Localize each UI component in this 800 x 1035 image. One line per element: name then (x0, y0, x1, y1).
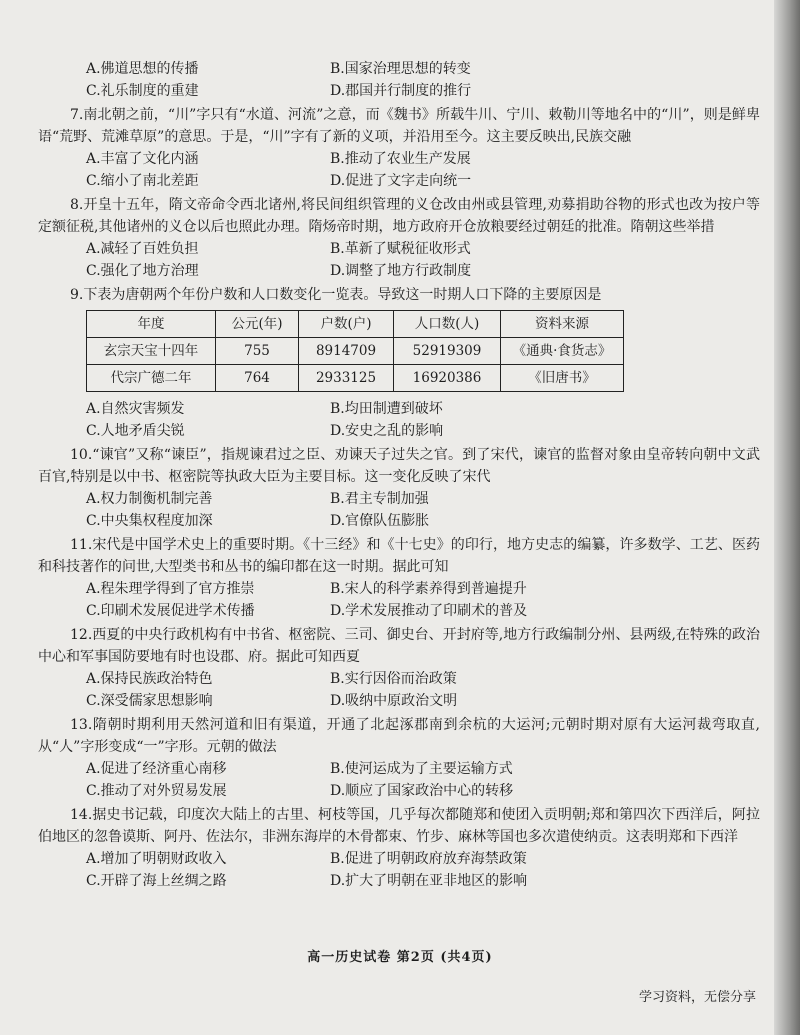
q13-option-b[interactable]: B.使河运成为了主要运输方式 (330, 761, 513, 777)
q6-option-c[interactable]: C.礼乐制度的重建 (86, 83, 199, 99)
q8-options-row-1 (38, 238, 760, 260)
table-cell: 755 (216, 338, 299, 365)
question-11 (38, 534, 760, 578)
q10-option-a[interactable]: A.权力制衡机制完善 (86, 491, 213, 507)
q14-option-c[interactable]: C.开辟了海上丝绸之路 (86, 873, 227, 889)
q14-options-row-1 (38, 848, 760, 870)
q12-option-b[interactable]: B.实行因俗而治政策 (330, 671, 457, 687)
question-13 (38, 714, 760, 758)
scan-edge-shadow (774, 0, 800, 1035)
q13-options-row-1 (38, 758, 760, 780)
q11-stem: 11.宋代是中国学术史上的重要时期。《十三经》和《十七史》的印行，地方史志的编纂，许多数学、工艺、医药和科技著作的问世,大型类书和丛书的编印都在这一时期。据此可知 (38, 537, 760, 575)
q7-options-row-2 (38, 170, 760, 192)
q9-option-b[interactable]: B.均田制遭到破坏 (330, 401, 443, 417)
table-header-row (87, 311, 624, 338)
watermark-text: 学习资料，无偿分享 (638, 990, 756, 1005)
q8-option-b[interactable]: B.革新了赋税征收形式 (330, 241, 471, 257)
question-8 (38, 194, 760, 238)
q6-options-row-1 (38, 58, 760, 80)
table-header-cell: 户数(户) (299, 311, 394, 338)
q7-option-d[interactable]: D.促进了文字走向统一 (330, 173, 472, 189)
q13-option-d[interactable]: D.顺应了国家政治中心的转移 (330, 783, 514, 799)
q10-options-row-2 (38, 510, 760, 532)
q10-options-row-1 (38, 488, 760, 510)
q14-options-row-2 (38, 870, 760, 892)
table-cell: 代宗广德二年 (87, 365, 216, 392)
q14-stem: 14.据史书记载，印度次大陆上的古里、柯枝等国，几乎每次都随郑和使团入贡明朝;郑和第四次下西洋后，阿拉伯地区的忽鲁谟斯、阿丹、佐法尔，非洲东海岸的木骨都束、竹步、麻林等国也多次遣使纳贡。这表明郑和下西洋 (38, 807, 760, 845)
q14-option-d[interactable]: D.扩大了明朝在亚非地区的影响 (330, 873, 528, 889)
table-header-cell: 公元(年) (216, 311, 299, 338)
q14-option-a[interactable]: A.增加了明朝财政收入 (86, 851, 227, 867)
question-7 (38, 104, 760, 148)
q11-options-row-2 (38, 600, 760, 622)
page-content (38, 58, 760, 892)
q6-options-row-2 (38, 80, 760, 102)
q12-options-row-2 (38, 690, 760, 712)
q8-options-row-2 (38, 260, 760, 282)
q11-option-b[interactable]: B.宋人的科学素养得到普遍提升 (330, 581, 527, 597)
table-header-cell: 年度 (87, 311, 216, 338)
question-9 (38, 284, 760, 306)
table-header-cell: 资料来源 (501, 311, 624, 338)
table-cell: 764 (216, 365, 299, 392)
q7-option-b[interactable]: B.推动了农业生产发展 (330, 151, 471, 167)
q13-options-row-2 (38, 780, 760, 802)
q14-option-b[interactable]: B.促进了明朝政府放弃海禁政策 (330, 851, 527, 867)
q6-option-a[interactable]: A.佛道思想的传播 (86, 61, 199, 77)
table-cell: 《通典·食货志》 (501, 338, 624, 365)
q13-stem: 13.隋朝时期利用天然河道和旧有渠道，开通了北起涿郡南到余杭的大运河;元朝时期对原有大运河裁弯取直,从“人”字形变成“一”字形。元朝的做法 (38, 717, 760, 755)
q12-options-row-1 (38, 668, 760, 690)
q7-options-row-1 (38, 148, 760, 170)
page-footer: 高一历史试卷 第2页 (共4页) (307, 950, 493, 965)
question-14 (38, 804, 760, 848)
q12-option-a[interactable]: A.保持民族政治特色 (86, 671, 213, 687)
q8-option-c[interactable]: C.强化了地方治理 (86, 263, 199, 279)
q9-population-table (86, 310, 624, 392)
q11-option-a[interactable]: A.程朱理学得到了官方推崇 (86, 581, 255, 597)
q7-option-c[interactable]: C.缩小了南北差距 (86, 173, 199, 189)
q13-option-c[interactable]: C.推动了对外贸易发展 (86, 783, 227, 799)
q10-stem: 10.“谏官”又称“谏臣”，指规谏君过之臣、劝谏天子过失之官。到了宋代，谏官的监督对象由皇帝转向朝中文武百官,特别是以中书、枢密院等执政大臣为主要目标。这一变化反映了宋代 (38, 447, 760, 485)
q9-options-row-1 (38, 398, 760, 420)
q12-stem: 12.西夏的中央行政机构有中书省、枢密院、三司、御史台、开封府等,地方行政编制分州、县两级,在特殊的政治中心和军事国防要地有时也设郡、府。据此可知西夏 (38, 627, 760, 665)
q11-option-d[interactable]: D.学术发展推动了印刷术的普及 (330, 603, 528, 619)
table-row (87, 365, 624, 392)
q6-option-b[interactable]: B.国家治理思想的转变 (330, 61, 471, 77)
q6-option-d[interactable]: D.郡国并行制度的推行 (330, 83, 472, 99)
table-cell: 8914709 (299, 338, 394, 365)
q11-options-row-1 (38, 578, 760, 600)
q10-option-d[interactable]: D.官僚队伍膨胀 (330, 513, 430, 529)
q9-option-c[interactable]: C.人地矛盾尖锐 (86, 423, 185, 439)
q12-option-c[interactable]: C.深受儒家思想影响 (86, 693, 213, 709)
table-cell: 16920386 (394, 365, 501, 392)
table-header-cell: 人口数(人) (394, 311, 501, 338)
q8-option-d[interactable]: D.调整了地方行政制度 (330, 263, 472, 279)
table-cell: 玄宗天宝十四年 (87, 338, 216, 365)
table-cell: 52919309 (394, 338, 501, 365)
q12-option-d[interactable]: D.吸纳中原政治文明 (330, 693, 458, 709)
question-12 (38, 624, 760, 668)
q8-option-a[interactable]: A.减轻了百姓负担 (86, 241, 199, 257)
q9-option-a[interactable]: A.自然灾害频发 (86, 401, 185, 417)
table-row (87, 338, 624, 365)
q7-option-a[interactable]: A.丰富了文化内涵 (86, 151, 199, 167)
q9-option-d[interactable]: D.安史之乱的影响 (330, 423, 444, 439)
q11-option-c[interactable]: C.印刷术发展促进学术传播 (86, 603, 255, 619)
question-10 (38, 444, 760, 488)
q13-option-a[interactable]: A.促进了经济重心南移 (86, 761, 227, 777)
q10-option-c[interactable]: C.中央集权程度加深 (86, 513, 213, 529)
table-cell: 2933125 (299, 365, 394, 392)
q7-stem: 7.南北朝之前，“川”字只有“水道、河流”之意，而《魏书》所载牛川、宁川、敕勒川等地名中的“川”，则是鲜卑语“荒野、荒滩草原”的意思。于是，“川”字有了新的义项，并沿用至今。这主要反映出,民族交融 (38, 107, 760, 145)
q9-options-row-2 (38, 420, 760, 442)
q10-option-b[interactable]: B.君主专制加强 (330, 491, 429, 507)
q8-stem: 8.开皇十五年，隋文帝命令西北诸州,将民间组织管理的义仓改由州或县管理,劝募捐助谷物的形式也改为按户等定额征税,其他诸州的义仓以后也照此办理。隋炀帝时期，地方政府开仓放粮要经过朝廷的批准。隋朝这些举措 (38, 197, 760, 235)
table-cell: 《旧唐书》 (501, 365, 624, 392)
q9-stem: 9.下表为唐朝两个年份户数和人口数变化一览表。导致这一时期人口下降的主要原因是 (70, 287, 602, 303)
